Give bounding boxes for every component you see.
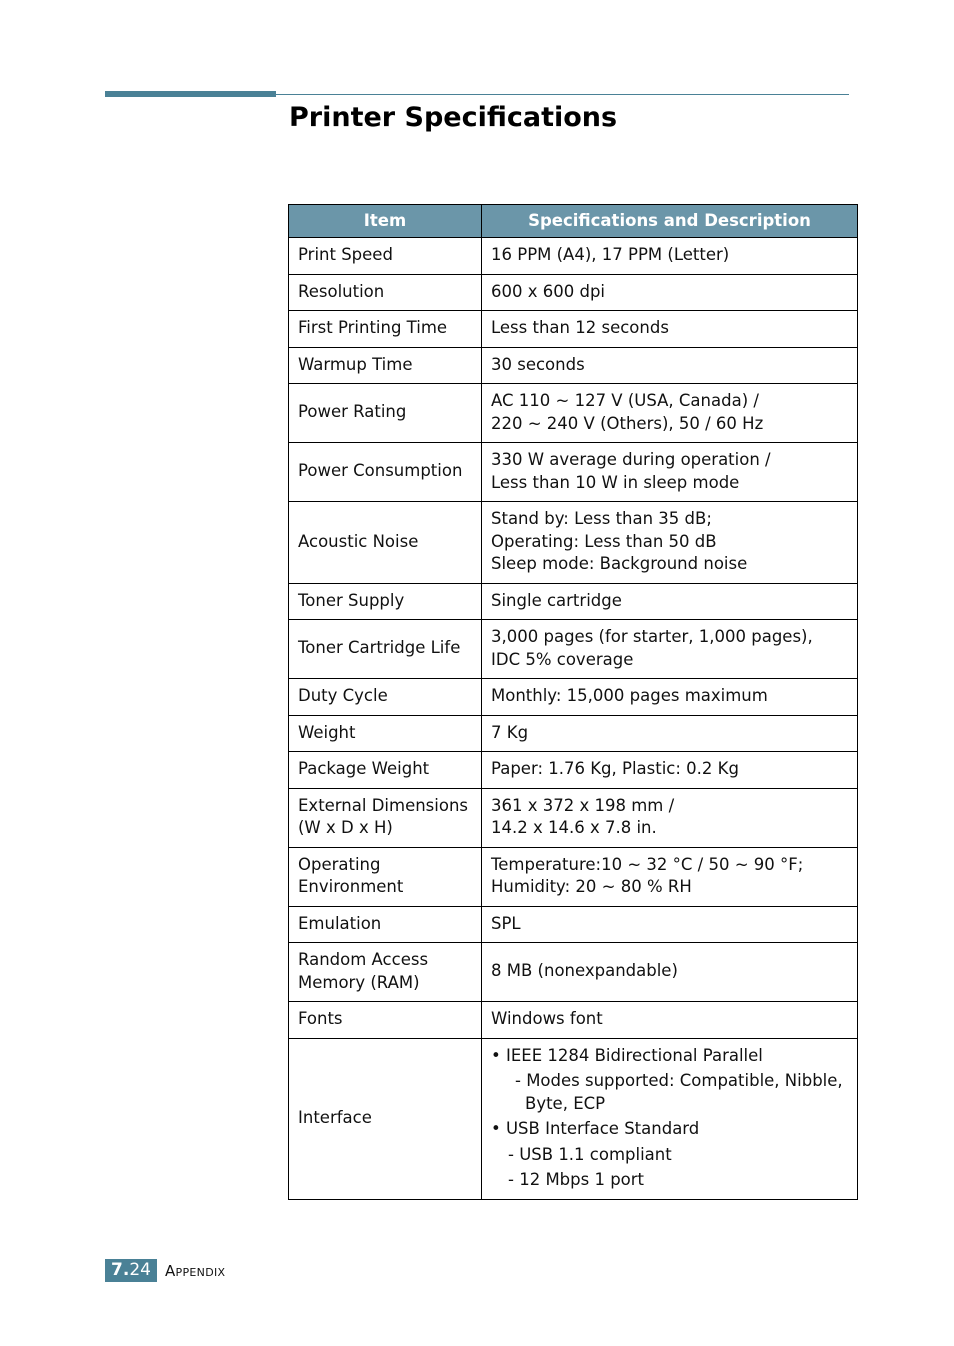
item-cell [289,274,482,311]
spec-text: Temperature:10 ~ 32 °C / 50 ~ 90 °F; [491,854,804,874]
table-row [289,943,858,1002]
item-text: Fonts [298,1009,343,1028]
spec-cell [482,906,858,943]
spec-cell [482,679,858,716]
spec-text: AC 110 ~ 127 V (USA, Canada) / [491,391,759,410]
item-cell [289,906,482,943]
spec-text: 220 ~ 240 V (Others), 50 / 60 Hz [491,413,764,433]
spec-text: Stand by: Less than 35 dB; [491,509,712,528]
column-header-item: Item [289,205,482,238]
item-text: Package Weight [298,759,430,778]
table-row [289,715,858,752]
table-row [289,311,858,348]
page-number-badge [105,1259,157,1282]
spec-cell [482,847,858,906]
item-cell [289,238,482,275]
spec-text: Humidity: 20 ~ 80 % RH [491,877,692,896]
spec-text: 7 Kg [491,722,529,742]
spec-text: 30 seconds [491,354,585,374]
item-cell [289,715,482,752]
spec-table-body [289,238,858,1039]
table-row [289,238,858,275]
item-cell [289,752,482,789]
table-row [289,1002,858,1039]
interface-usb-compliance: - USB 1.1 compliant [508,1144,672,1164]
spec-cell [482,583,858,620]
spec-cell [482,752,858,789]
item-cell [289,620,482,679]
item-cell [289,788,482,847]
spec-cell [482,715,858,752]
item-text: Environment [298,877,404,896]
header-accent-bar [105,91,276,97]
spec-cell [482,620,858,679]
spec-cell [482,1002,858,1039]
spec-cell [482,384,858,443]
interface-parallel-modes: - Modes supported: Compatible, Nibble, [515,1071,843,1090]
table-row [289,384,858,443]
item-text: Memory (RAM) [298,972,420,992]
page-title: Printer Specifications [289,102,618,133]
table-row [289,847,858,906]
spec-cell [482,347,858,384]
spec-text: Paper: 1.76 Kg, Plastic: 0.2 Kg [491,759,739,778]
table-row-interface [289,1038,858,1199]
item-cell [289,502,482,584]
item-cell [289,311,482,348]
spec-text: 330 W average during operation / [491,450,771,469]
spec-text: 3,000 pages (for starter, 1,000 pages), [491,627,813,646]
item-text: First Printing Time [298,318,448,337]
item-text: Power Consumption [298,461,463,481]
table-header-row [289,205,858,238]
spec-cell [482,788,858,847]
item-text: Operating [298,854,381,874]
interface-usb-port: - 12 Mbps 1 port [508,1170,645,1189]
spec-text: Less than 10 W in sleep mode [491,472,740,492]
table-row [289,347,858,384]
spec-text: 600 x 600 dpi [491,281,606,301]
item-text: Acoustic Noise [298,531,419,551]
spec-text: 8 MB (nonexpandable) [491,961,678,981]
spec-table [288,204,858,1200]
column-header-spec: Specifications and Description [482,205,858,238]
item-cell [289,443,482,502]
spec-cell [482,1038,858,1199]
section-label: Appendix [165,1262,226,1280]
item-cell [289,384,482,443]
spec-cell [482,274,858,311]
spec-cell [482,943,858,1002]
item-cell [289,847,482,906]
item-text: Emulation [298,913,382,933]
spec-text: 361 x 372 x 198 mm / [491,795,675,815]
table-row [289,620,858,679]
item-cell [289,943,482,1002]
spec-text: Less than 12 seconds [491,318,669,337]
item-text: Resolution [298,281,385,301]
spec-cell [482,443,858,502]
chapter-number: 7. [111,1260,130,1280]
item-text: External Dimensions [298,795,469,815]
spec-cell [482,238,858,275]
item-text: Weight [298,722,356,742]
item-text: Duty Cycle [298,686,388,705]
item-text: Toner Supply [298,590,405,610]
spec-text: Monthly: 15,000 pages maximum [491,686,768,705]
item-cell [289,1002,482,1039]
item-text: (W x D x H) [298,818,393,837]
spec-text: IDC 5% coverage [491,649,634,669]
spec-text: 14.2 x 14.6 x 7.8 in. [491,818,657,837]
item-text: Toner Cartridge Life [298,638,461,658]
interface-parallel-modes-cont: Byte, ECP [525,1093,606,1113]
table-row [289,583,858,620]
table-row [289,679,858,716]
spec-text: Single cartridge [491,590,622,610]
item-cell [289,583,482,620]
item-text: Warmup Time [298,354,413,374]
item-cell: Interface [289,1038,482,1199]
interface-usb: • USB Interface Standard [491,1119,700,1138]
page-number: 24 [129,1260,151,1280]
item-cell [289,679,482,716]
table-row [289,906,858,943]
header-rule [276,94,849,95]
table-row [289,274,858,311]
spec-text: 16 PPM (A4), 17 PPM (Letter) [491,245,730,264]
spec-cell [482,502,858,584]
table-row [289,443,858,502]
table-row [289,752,858,789]
spec-text: SPL [491,913,521,933]
spec-cell [482,311,858,348]
table-row [289,502,858,584]
spec-text: Sleep mode: Background noise [491,554,748,573]
interface-parallel: • IEEE 1284 Bidirectional Parallel [491,1045,763,1065]
table-row [289,788,858,847]
spec-text: Windows font [491,1009,603,1028]
item-text: Random Access [298,950,429,969]
item-text: Power Rating [298,402,407,422]
item-cell [289,347,482,384]
spec-text: Operating: Less than 50 dB [491,531,717,551]
item-text: Print Speed [298,245,393,264]
